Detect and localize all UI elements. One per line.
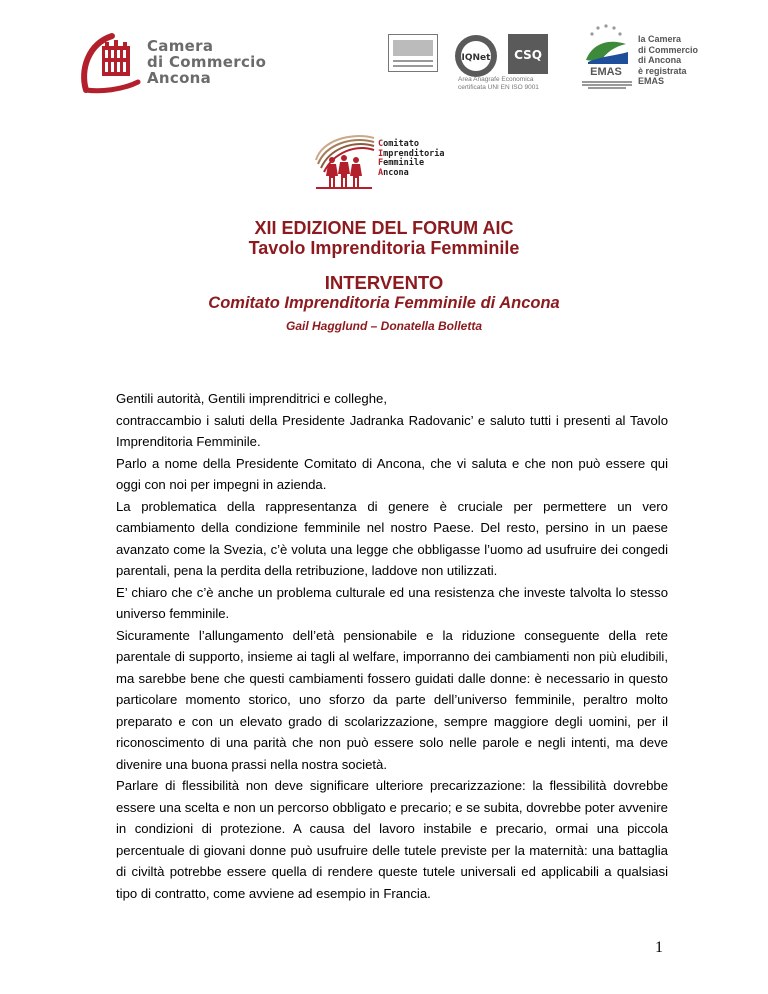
- committee-logo: [312, 130, 462, 190]
- certification-caption: Area Anagrafe Economica certificata UNI EN ISO 9001: [458, 76, 539, 91]
- letterhead: [0, 0, 768, 120]
- speech-body: [116, 388, 668, 904]
- certification-marks: [388, 30, 548, 100]
- csq-mark: [508, 34, 558, 72]
- svg-text:IQNet: IQNet: [461, 53, 491, 63]
- chamber-building-icon: [78, 30, 144, 94]
- speakers-line: Gail Hagglund – Donatella Bolletta: [285, 319, 483, 333]
- paragraph: Parlo a nome della Presidente Comitato di Ancona, che vi saluta e che non può essere qui oggi con noi per impegni in azienda.: [116, 455, 668, 492]
- table-title: Tavolo Imprenditoria Femminile: [248, 238, 520, 258]
- iqnet-mark: [454, 34, 504, 72]
- paragraph: contraccambio i saluti della Presidente Jadranka Radovanic’ e saluto tutti i presenti al Tavolo Imprenditoria Femminile.: [116, 412, 668, 449]
- committee-subtitle: Comitato Imprenditoria Femminile di Ancona: [208, 294, 560, 312]
- paragraph: Sicuramente l’allungamento dell’età pensionabile e la riduzione conseguente della rete parentale di supporto, insieme ai tagli al welfare, imporranno dei cambiamenti non più eludibili, ma sarebbe bene che questi cambiamenti fossero guidati dalle donne: è necessario in questo particolare momento storico, uno sforzo da parte dell’universo femminile, peraltro molto preparato e con un elevato grado di scolarizzazione, sempre maggiore degli uomini, per il riconoscimento di una parità che non può essere solo nelle parole e negli intenti, ma deve divenire una buona prassi nella nostra società.: [116, 627, 668, 772]
- emas-label: EMAS: [590, 66, 622, 78]
- accreditation-mark: [388, 34, 438, 72]
- emas-registration: [578, 22, 708, 112]
- intervention-heading: INTERVENTO: [324, 272, 444, 293]
- chamber-of-commerce-logo: [78, 30, 278, 100]
- page-number: 1: [655, 939, 663, 956]
- document-title-block: [0, 218, 768, 334]
- chamber-logo-text: Camera di Commercio Ancona: [147, 37, 267, 87]
- paragraph: Parlare di flessibilità non deve significare ulteriore precarizzazione: la flessibilità dovrebbe essere una scelta e non un percorso obbligato e precario; e se subita, dovrebbe poter avvenire in condizioni di protezione. A causa del lavoro instabile e precario, ormai una piccola percentuale di giovani donne può usufruire delle tutele previste per la maternità: una battaglia di civiltà potrebbe essere quella di rendere queste tutele universali ed applicabili a qualsiasi tipo di contratto, come avviene ad esempio in Francia.: [116, 778, 668, 901]
- paragraph: E’ chiaro che c’è anche un problema culturale ed una resistenza che investe talvolta lo stesso universo femminile.: [116, 584, 668, 621]
- paragraph: Gentili autorità, Gentili imprenditrici e colleghe,: [116, 391, 387, 406]
- svg-text:CSQ: CSQ: [514, 48, 542, 62]
- committee-logo-text: Comitato Imprenditoria Femminile Ancona: [378, 139, 445, 178]
- emas-caption: la Camera di Commercio di Ancona è registrata EMAS: [638, 34, 699, 86]
- paragraph: La problematica della rappresentanza di genere è cruciale per permettere un vero cambiamento della condizione femminile nel nostro Paese. Del resto, persino in un paese avanzato come la Svezia, c’è voluta una legge che obbligasse l’uomo ad usufruire dei congedi parentali, pena la perdita della retribuzione, laddove non utilizzati.: [116, 498, 668, 578]
- emas-fine-print: [582, 80, 632, 90]
- women-silhouettes-icon: [312, 130, 376, 190]
- emas-logo-icon: [578, 22, 634, 66]
- forum-edition-title: XII EDIZIONE DEL FORUM AIC: [254, 218, 514, 238]
